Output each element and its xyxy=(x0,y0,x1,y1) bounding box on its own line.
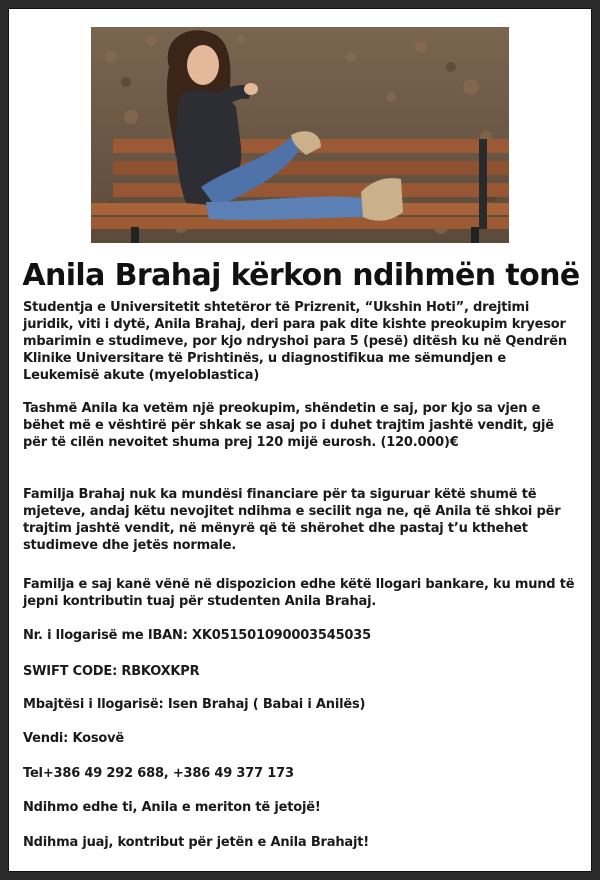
situation-paragraph: Tashmë Anila ka vetëm një preokupim, shëndetin e saj, por kjo sa vjen e bëhet më e vështirë për shkak se asaj po i duhet trajtim jashtë vendit, gjë për të cilën nevoitet shuma prej 120 mijë eurosh. (120.000)€ xyxy=(23,401,554,450)
iban-line: Nr. i llogarisë me IBAN: XK051501090003545035 xyxy=(23,628,371,643)
appeal-line: Ndihmo edhe ti, Anila e meriton të jetojë! xyxy=(23,800,321,815)
bank-account-paragraph: Familja e saj kanë vënë në dispozicion edhe këtë llogari bankare, ku mund të jepni kontributin tuaj për studenten Anila Brahaj. xyxy=(23,577,575,609)
account-holder-line: Mbajtësi i llogarisë: Isen Brahaj ( Babai i Anilës) xyxy=(23,697,366,712)
photo-girl-on-bench xyxy=(91,27,509,243)
flyer-page xyxy=(8,8,592,872)
closing-line: Ndihma juaj, kontribut për jetën e Anila Brahajt! xyxy=(23,835,369,850)
family-paragraph: Familja Brahaj nuk ka mundësi financiare për ta siguruar këtë shumë të mjeteve, andaj këtu nevojitet ndihma e secilit nga ne, që Anila të shkoi për trajtim jashtë vendit, në mënyrë që të shërohet dhe pastaj t’u kthehet studimeve dhe jetës normale. xyxy=(23,487,561,553)
country-line: Vendi: Kosovë xyxy=(23,731,125,746)
swift-line: SWIFT CODE: RBKOXKPR xyxy=(23,664,200,679)
phone-line: Tel+386 49 292 688, +386 49 377 173 xyxy=(23,766,294,781)
page-title: Anila Brahaj kërkon ndihmën tonë xyxy=(22,258,580,293)
intro-paragraph: Studentja e Universitetit shtetëror të Prizrenit, “Ukshin Hoti”, drejtimi juridik, viti i dytë, Anila Brahaj, deri para pak dite kishte preokupim kryesor mbarimin e studimeve, por kjo ndryshoi para 5 (pesë) ditësh ku në Qendrën Klinike Universitare të Prishtinës, u diagnostifikua me sëmundjen e Leukemisë akute (myeloblastica) xyxy=(23,300,567,383)
